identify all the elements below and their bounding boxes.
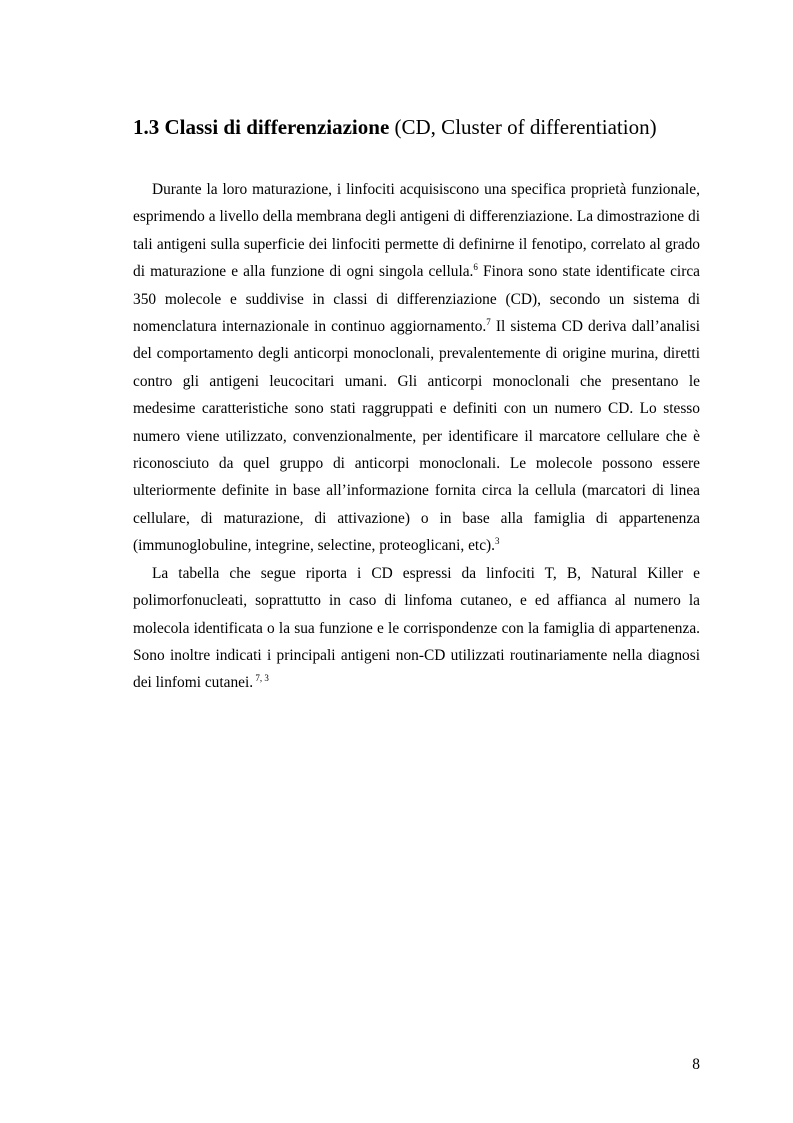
paragraph-1-part-3: Il sistema CD deriva dall’analisi del comportamento degli anticorpi monoclonali, prevalentemente di origine murina, diretti contro gli antigeni leucocitari umani. Gli anticorpi monoclonali che presentano le medesime caratteristiche sono stati raggruppati e definiti con un numero CD. Lo stesso numero viene utilizzato, convenzionalmente, per identificare il marcatore cellulare che è riconosciuto da quel gruppo di anticorpi monoclonali. Le molecole possono essere ulteriormente definite in base all’informazione fornita circa la cellula (marcatori di linea cellulare, di maturazione, di attivazione) o in base alla famiglia di appartenenza (immunoglobuline, integrine, selectine, proteoglicani, etc). bbox=[133, 318, 700, 555]
paragraph-2 bbox=[133, 560, 700, 697]
page-number: 8 bbox=[692, 1056, 700, 1073]
paragraph-1-part-2: Finora sono state identificate circa 350 molecole e suddivise in classi di differenziazione (CD), secondo un sistema di nomenclatura internazionale in continuo aggiornamento. bbox=[133, 263, 700, 336]
footnote-ref: 6 bbox=[473, 262, 478, 273]
section-title: 1.3 Classi di differenziazione bbox=[133, 115, 390, 139]
paragraph-1-part-1: Durante la loro maturazione, i linfociti acquisiscono una specifica proprietà funzionale, esprimendo a livello della membrana degli antigeni di differenziazione. La dimostrazione di tali antigeni sulla superficie dei linfociti permette di definirne il fenotipo, correlato al grado di maturazione e alla funzione di ogni singola cellula. bbox=[133, 181, 700, 281]
paragraph-1 bbox=[133, 176, 700, 560]
footnote-ref: 7, 3 bbox=[253, 673, 269, 684]
body-text bbox=[133, 176, 700, 697]
footnote-ref: 3 bbox=[495, 536, 500, 547]
section-heading bbox=[133, 113, 713, 141]
section-subtitle: (CD, Cluster of differentiation) bbox=[389, 115, 657, 139]
footnote-ref: 7 bbox=[486, 316, 491, 327]
paragraph-2-part-1: La tabella che segue riporta i CD espressi da linfociti T, B, Natural Killer e polimorfonucleati, soprattutto in caso di linfoma cutaneo, e ed affianca al numero la molecola identificata o la sua funzione e le corrispondenze con la famiglia di appartenenza. Sono inoltre indicati i principali antigeni non-CD utilizzati routinariamente nella diagnosi dei linfomi cutanei. bbox=[133, 564, 700, 692]
